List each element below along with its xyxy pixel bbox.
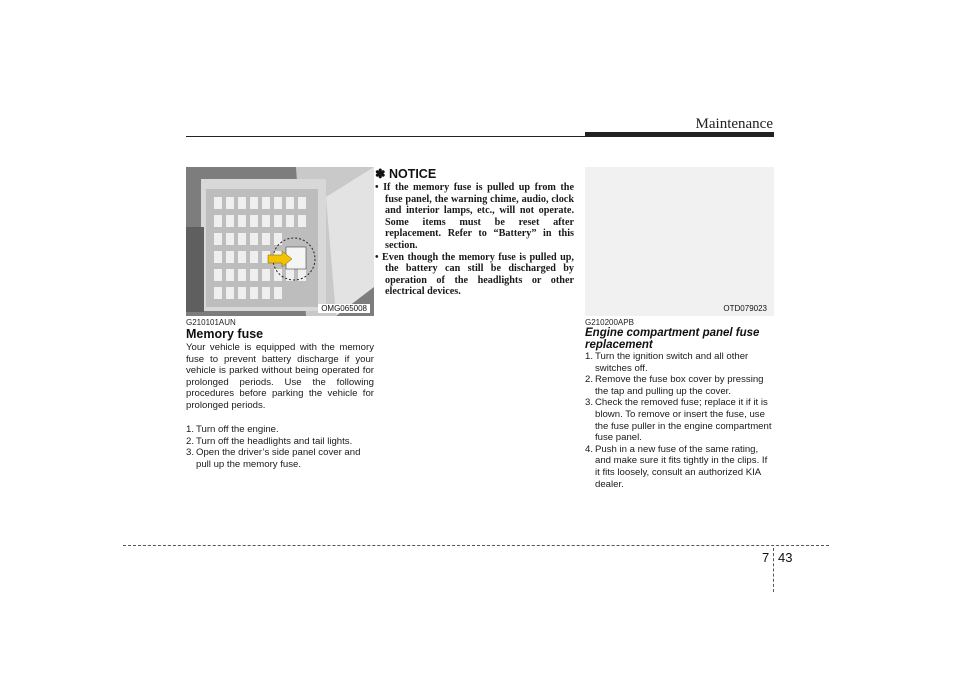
- list-item: • Even though the memory fuse is pulled up, the battery can still be discharged by operation of the headlights or other electrical devices.: [375, 251, 574, 298]
- list-item: 2. Turn off the headlights and tail lights.: [186, 435, 353, 447]
- section-code: G210101AUN: [186, 318, 236, 327]
- section-heading: Engine compartment panel fuse replacement: [585, 327, 760, 351]
- section-heading: Memory fuse: [186, 327, 264, 341]
- footer-rule: [123, 545, 829, 546]
- memory-fuse-paragraph: Your vehicle is equipped with the memory fuse to prevent battery discharge if your vehicle is parked without being operated for prolonged periods. Use the following procedures before parking the vehicle for prolonged periods.: [186, 342, 374, 411]
- section-code: G210200APB: [585, 318, 634, 327]
- list-item: 2. Remove the fuse box cover by pressing the tap and pulling up the cover.: [585, 374, 764, 397]
- fuse-panel-photo: [186, 167, 374, 316]
- notice-list: [375, 182, 574, 298]
- footer-divider: [773, 548, 774, 592]
- header-tab: [585, 132, 774, 137]
- list-item: 1. Turn the ignition switch and all other switches off.: [585, 351, 749, 374]
- list-item: 3. Check the removed fuse; replace it if it is blown. To remove or insert the fuse, use the fuse puller in the engine compartment fuse panel.: [585, 397, 772, 444]
- engine-fuse-steps: [585, 351, 774, 490]
- page-number: 43: [778, 550, 793, 565]
- memory-fuse-steps: [186, 424, 374, 470]
- list-item: 3. Open the driver’s side panel cover and pull up the memory fuse.: [186, 447, 361, 470]
- list-item: • If the memory fuse is pulled up from the fuse panel, the warning chime, audio, clock and interior lamps, etc., will not operate. Some items must be reset after replacement. Refer to “Battery” in this section.: [375, 182, 574, 251]
- section-title: Maintenance: [695, 116, 773, 132]
- notice-title: ✽ NOTICE: [375, 167, 437, 181]
- chapter-number: 7: [762, 550, 770, 565]
- list-item: 1. Turn off the engine.: [186, 424, 279, 435]
- list-item: 4. Push in a new fuse of the same rating, and make sure it fits tightly in the clips. If it fits loosely, consult an authorized KIA dealer.: [585, 443, 768, 490]
- photo-caption: OTD079023: [723, 304, 767, 313]
- engine-fuse-photo: [585, 167, 774, 316]
- fuse-panel-illustration: [186, 167, 374, 316]
- photo-caption: OMG065008: [318, 304, 370, 313]
